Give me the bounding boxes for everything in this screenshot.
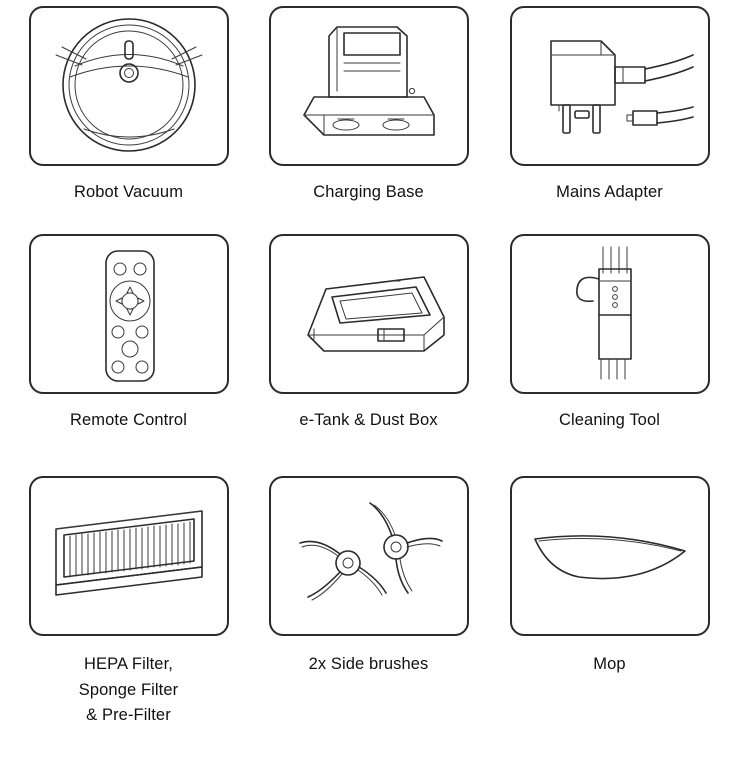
hepa-filter-icon [34,481,224,631]
charging-base-caption [313,180,423,206]
side-brushes-icon [274,481,464,631]
dust-box-caption [299,408,437,434]
caption-line: Mains Adapter [556,183,663,201]
item-mains-adapter [490,6,733,234]
caption-line: e-Tank & Dust Box [299,411,438,429]
mop-icon [515,481,705,631]
cleaning-tool-frame [510,234,710,394]
cleaning-tool-caption [559,408,660,434]
item-mop [490,462,733,762]
mop-frame [510,476,710,636]
robot-vacuum-icon [34,11,224,161]
side-brushes-caption [309,652,429,678]
caption-line: Robot Vacuum [73,183,184,201]
caption-line: Sponge Filter [78,680,179,699]
item-side-brushes [247,462,490,762]
mains-adapter-frame [510,6,710,166]
caption-line: Mop [593,655,626,673]
charging-base-icon [274,11,464,161]
hepa-filter-caption [79,652,178,729]
caption-line: HEPA Filter, [84,655,173,673]
item-hepa-filter [4,462,247,762]
item-charging-base [247,6,490,234]
item-robot-vacuum [4,6,247,234]
robot-vacuum-caption [74,180,183,206]
caption-line: Remote Control [70,411,187,429]
caption-line: Charging Base [313,183,424,201]
caption-line: & Pre-Filter [86,706,171,725]
item-e-tank-dust-box [247,234,490,462]
remote-control-caption [70,408,187,434]
remote-control-frame [29,234,229,394]
charging-base-frame [269,6,469,166]
mains-adapter-icon [515,11,705,161]
item-remote-control [4,234,247,462]
mains-adapter-caption [556,180,663,206]
mop-caption [593,652,625,678]
robot-vacuum-frame [29,6,229,166]
cleaning-tool-icon [515,239,705,389]
dust-box-frame [269,234,469,394]
dust-box-icon [274,239,464,389]
side-brushes-frame [269,476,469,636]
caption-line: 2x Side brushes [308,655,429,673]
item-cleaning-tool [490,234,733,462]
caption-line: Cleaning Tool [559,411,660,429]
remote-control-icon [34,239,224,389]
hepa-filter-frame [29,476,229,636]
